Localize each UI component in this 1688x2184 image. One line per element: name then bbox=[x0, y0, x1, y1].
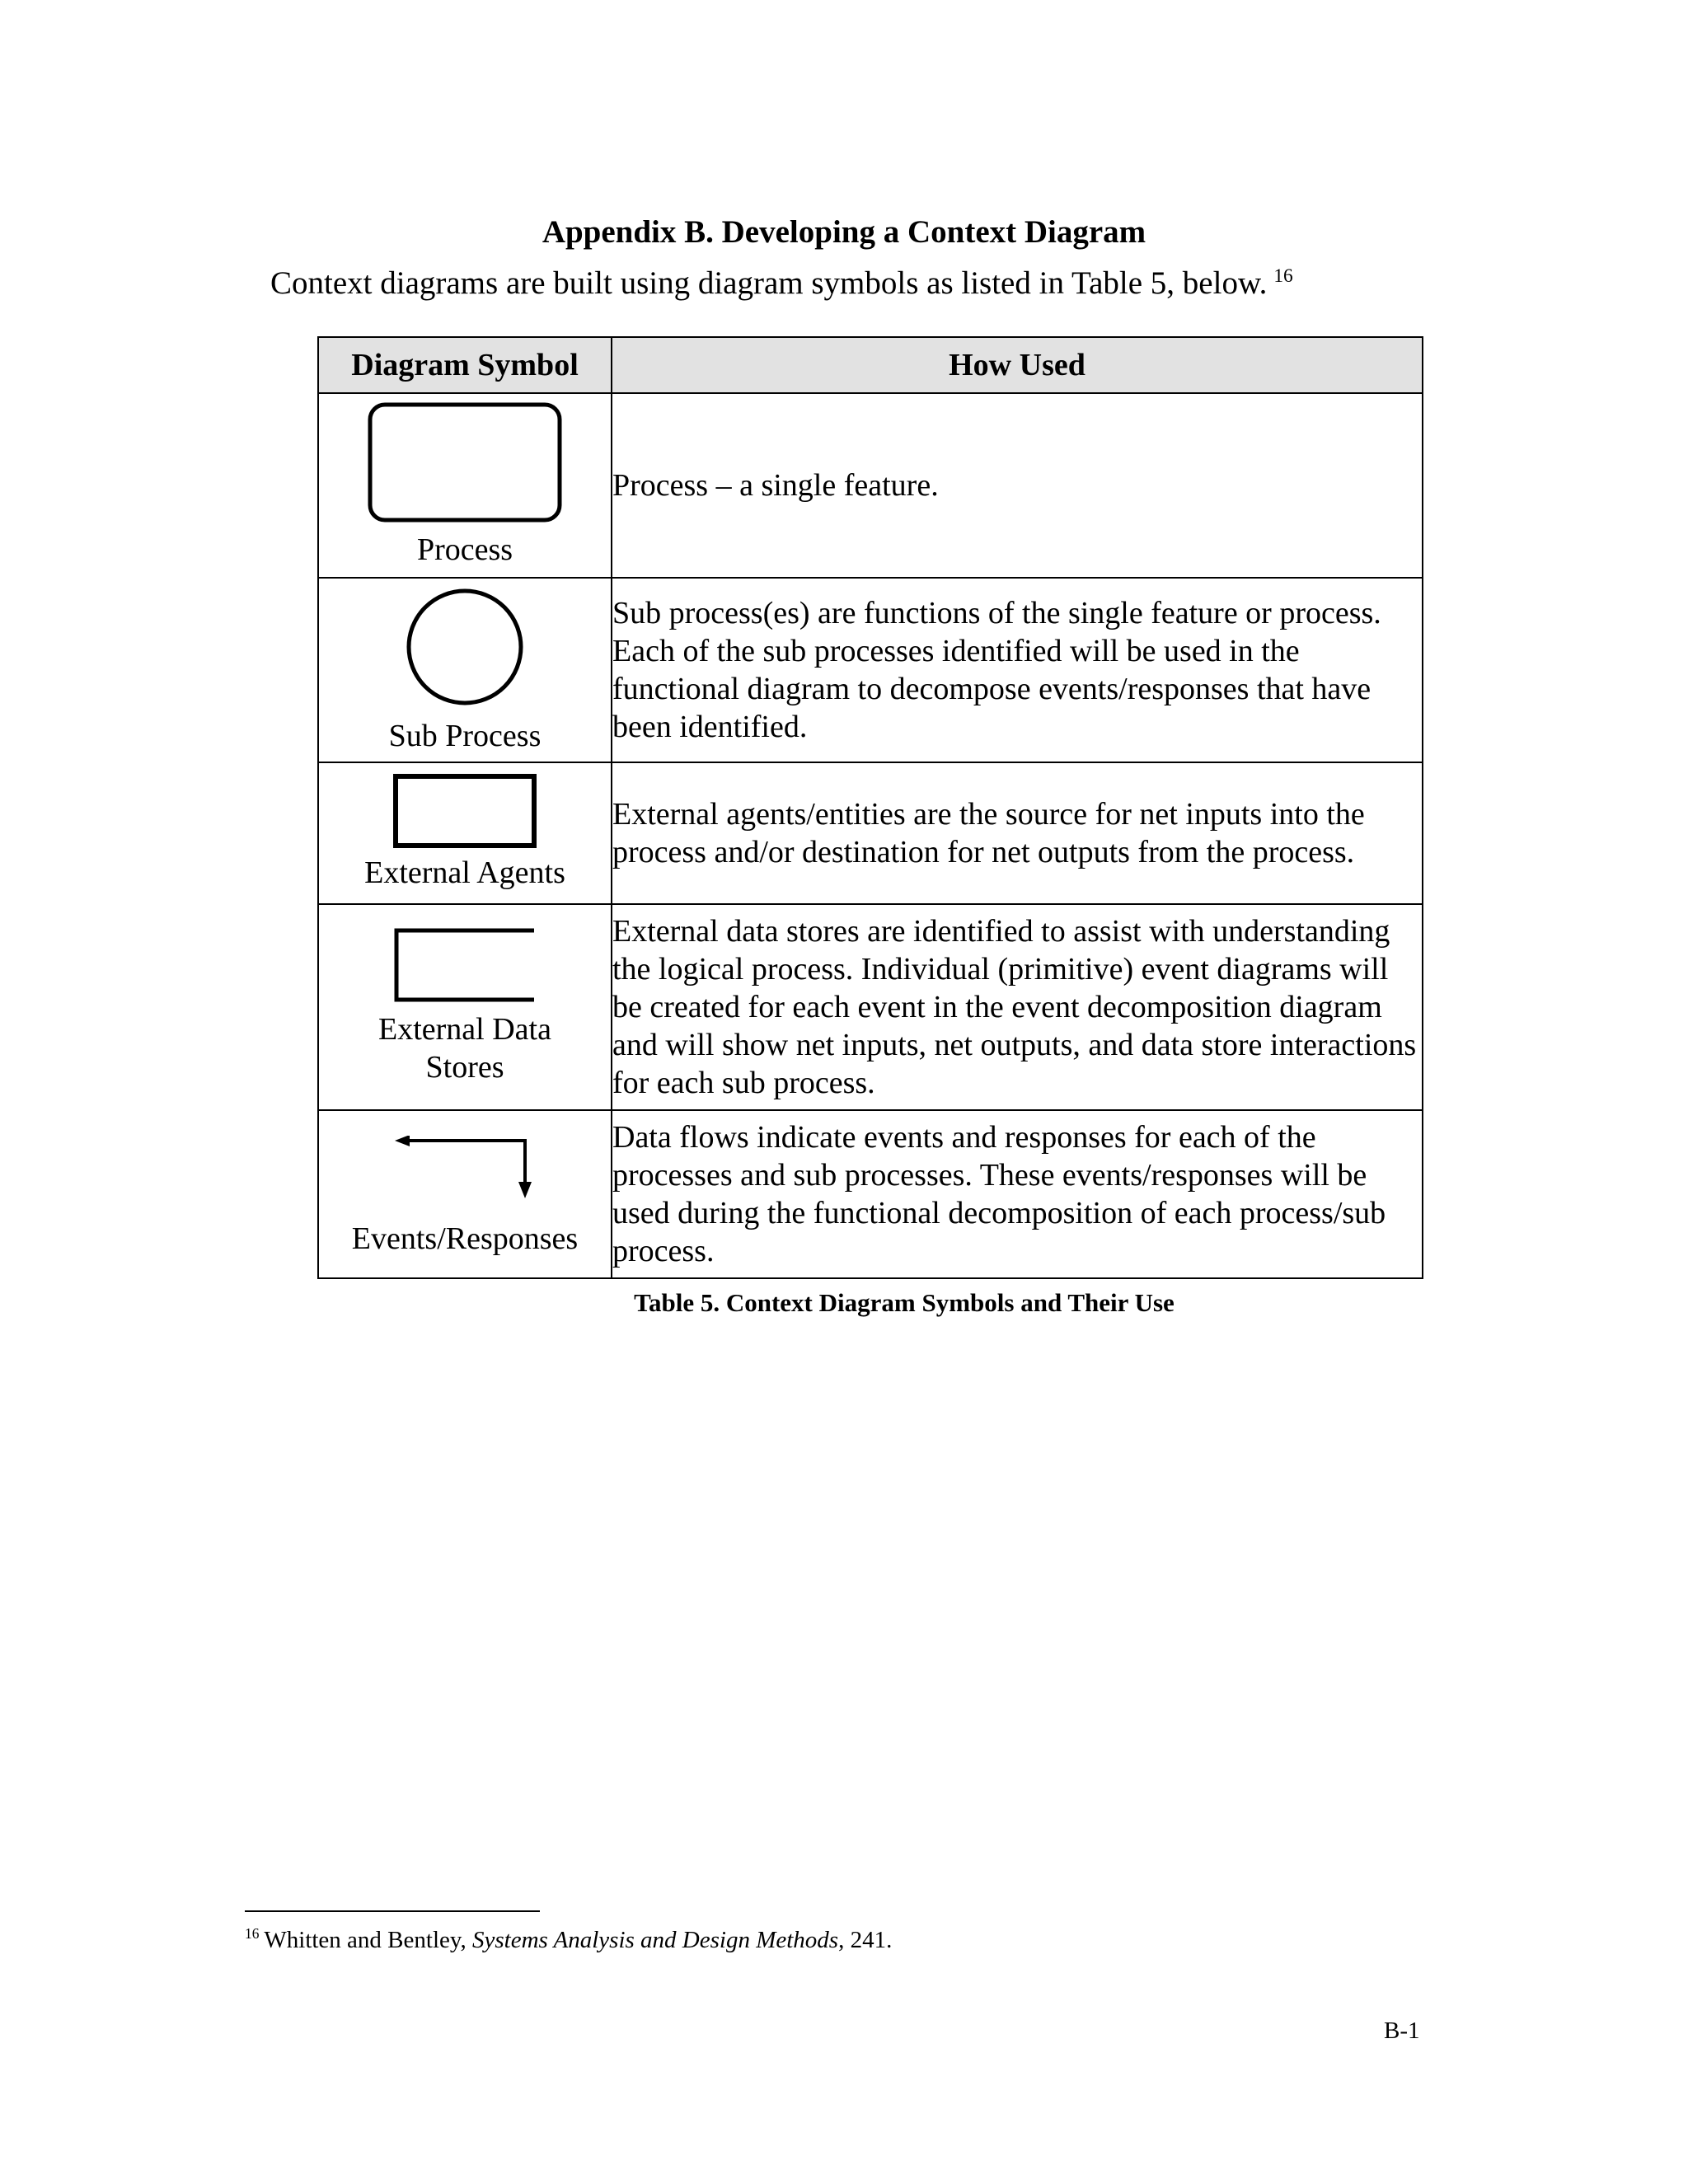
description-cell: Process – a single feature. bbox=[612, 393, 1423, 578]
rounded-rectangle-icon bbox=[366, 401, 564, 524]
table-row bbox=[318, 904, 1423, 1110]
description-cell: External agents/entities are the source for net inputs into the process and/or destination for net outputs from the process. bbox=[612, 762, 1423, 904]
footnote-number: 16 bbox=[245, 1925, 260, 1943]
symbol-cell bbox=[318, 393, 612, 578]
footnote-prefix: Whitten and Bentley, bbox=[264, 1927, 472, 1953]
symbol-label: Events/Responses bbox=[351, 1221, 579, 1256]
table-header-row bbox=[318, 337, 1423, 393]
table-row bbox=[318, 578, 1423, 762]
table-row bbox=[318, 1110, 1423, 1278]
description-cell: Data flows indicate events and responses for each of the processes and sub processes. These events/responses will be used during the functional decomposition of each process/sub process. bbox=[612, 1110, 1423, 1278]
rectangle-icon bbox=[392, 773, 537, 849]
footnote bbox=[245, 1925, 892, 1955]
diagram-symbols-table bbox=[317, 336, 1423, 1279]
table-row bbox=[318, 393, 1423, 578]
symbol-cell bbox=[318, 904, 612, 1110]
footnote-reference[interactable]: 16 bbox=[1273, 265, 1293, 287]
table-row bbox=[318, 762, 1423, 904]
description-cell: External data stores are identified to assist with understanding the logical process. Individual (primitive) event diagrams will be created for each event in the event decomposition diagram and will show net inputs, net outputs, and data store interactions for each sub process. bbox=[612, 904, 1423, 1110]
symbol-cell bbox=[318, 578, 612, 762]
header-diagram-symbol: Diagram Symbol bbox=[318, 337, 612, 393]
footnote-separator bbox=[245, 1910, 540, 1912]
description-cell: Sub process(es) are functions of the single feature or process. Each of the sub processes identified will be used in the functional diagram to decompose events/responses that have been identified. bbox=[612, 578, 1423, 762]
intro-paragraph bbox=[270, 264, 1293, 303]
circle-icon bbox=[405, 587, 525, 707]
header-how-used: How Used bbox=[612, 337, 1423, 393]
symbol-cell bbox=[318, 1110, 612, 1278]
intro-text: Context diagrams are built using diagram symbols as listed in Table 5, below. bbox=[270, 265, 1268, 301]
symbol-label: Process bbox=[416, 532, 513, 567]
appendix-heading: Appendix B. Developing a Context Diagram bbox=[542, 214, 1146, 250]
footnote-suffix: , 241. bbox=[838, 1927, 893, 1953]
table-caption: Table 5. Context Diagram Symbols and Their Use bbox=[634, 1288, 1175, 1317]
symbol-label: External Data Stores bbox=[378, 1012, 551, 1085]
footnote-book-title: Systems Analysis and Design Methods bbox=[472, 1927, 839, 1953]
symbol-label: Sub Process bbox=[388, 719, 542, 753]
bent-arrow-icon bbox=[395, 1136, 535, 1200]
page-number: B-1 bbox=[1384, 2018, 1420, 2044]
open-rectangle-icon bbox=[394, 928, 536, 1002]
symbol-cell bbox=[318, 762, 612, 904]
symbol-label: External Agents bbox=[364, 855, 565, 890]
